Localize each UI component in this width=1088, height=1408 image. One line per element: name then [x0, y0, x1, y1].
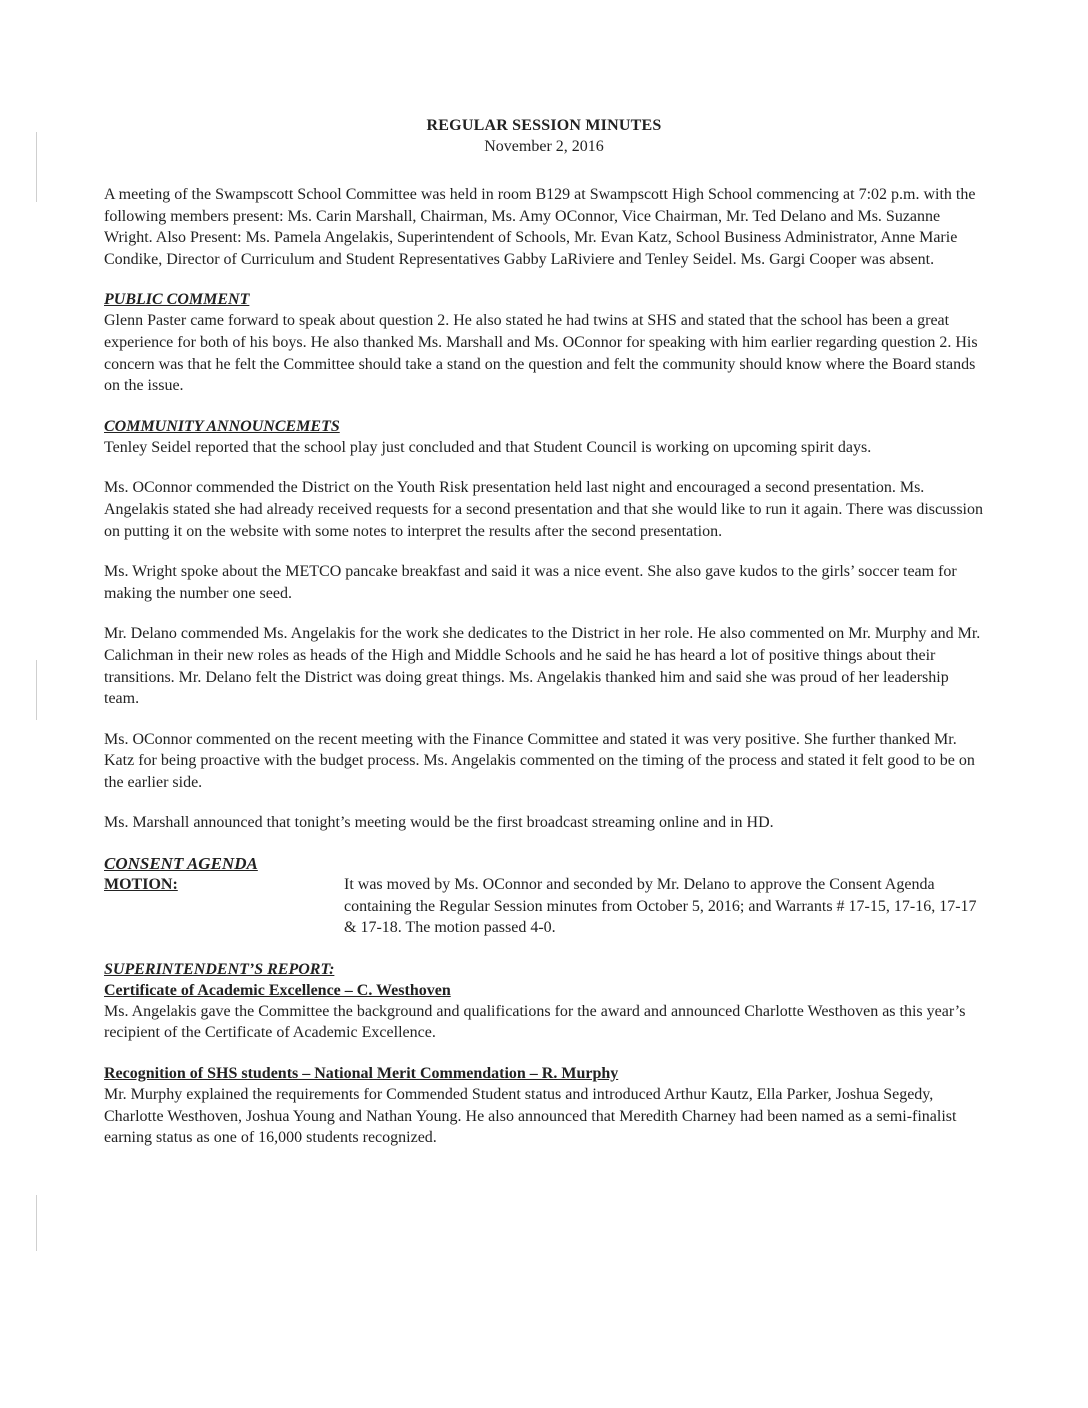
consent-agenda-heading: CONSENT AGENDA: [104, 854, 258, 874]
report-item-heading: Certificate of Academic Excellence – C. Westhoven: [104, 981, 451, 999]
motion-row: [104, 874, 984, 939]
community-paragraph: Ms. Wright spoke about the METCO pancake breakfast and said it was a nice event. She also gave kudos to the girls’ soccer team for making the number one seed.: [104, 563, 957, 602]
report-item-text: Mr. Murphy explained the requirements for Commended Student status and introduced Arthur Kautz, Ella Parker, Joshua Segedy, Charlotte Westhoven, Joshua Young and Nathan Young. He also announced that Meredith Charney had been named as a semi-finalist earning status as one of 16,000 students recognized.: [104, 1086, 957, 1147]
community-paragraph: Mr. Delano commended Ms. Angelakis for the work she dedicates to the District in her role. He also commented on Mr. Murphy and Mr. Calichman in their new roles as heads of the High and Middle Schools and he said he has heard a lot of positive things about their transitions. Mr. Delano felt the District was doing great things. Ms. Angelakis thanked him and said she was proud of her leadership team.: [104, 625, 981, 708]
intro-paragraph: A meeting of the Swampscott School Committee was held in room B129 at Swampscott High School commencing at 7:02 p.m. with the following members present: Ms. Carin Marshall, Chairman, Ms. Amy OConnor, Vice Chairman, Mr. Ted Delano and Ms. Suzanne Wright. Also Present: Ms. Pamela Angelakis, Superintendent of Schools, Mr. Evan Katz, School Business Administrator, Anne Marie Condike, Director of Curriculum and Student Representatives Gabby LaRiviere and Tenley Seidel. Ms. Gargi Cooper was absent.: [104, 186, 976, 268]
community-paragraph: Tenley Seidel reported that the school play just concluded and that Student Council is working on upcoming spirit days.: [104, 438, 872, 456]
motion-text: It was moved by Ms. OConnor and seconded by Mr. Delano to approve the Consent Agenda containing the Regular Session minutes from October 5, 2016; and Warrants # 17-15, 17-16, 17-17 & 17-18. The motion passed 4-0.: [344, 876, 977, 937]
public-comment-paragraph: Glenn Paster came forward to speak about question 2. He also stated he had twins at SHS and stated that the school has been a great experience for both of his boys. He also thanked Ms. Marshall and Ms. OConnor for speaking with him earlier regarding question 2. His concern was that he felt the Committee should take a stand on the question and felt the community should know where the Board stands on the issue.: [104, 312, 978, 395]
motion-label: MOTION:: [104, 876, 178, 894]
scan-artifact: [36, 1195, 37, 1251]
community-paragraph: Ms. OConnor commended the District on the Youth Risk presentation held last night and encouraged a second presentation. Ms. Angelakis stated she had already received requests for a second presentation and that she would like to run it again. There was discussion on putting it on the website with some notes to interpret the results after the second presentation.: [104, 479, 983, 540]
report-item-heading: Recognition of SHS students – National Merit Commendation – R. Murphy: [104, 1065, 619, 1083]
community-announcements-heading: COMMUNITY ANNOUNCEMETS: [104, 417, 340, 435]
public-comment-heading: PUBLIC COMMENT: [104, 291, 250, 309]
document-date: November 2, 2016: [484, 138, 604, 155]
document-title: REGULAR SESSION MINUTES: [426, 117, 662, 134]
scan-artifact: [36, 660, 37, 720]
superintendent-report-heading: SUPERINTENDENT’S REPORT:: [104, 960, 335, 978]
title-block: [0, 116, 1088, 158]
report-item-text: Ms. Angelakis gave the Committee the background and qualifications for the award and announced Charlotte Westhoven as this year’s recipient of the Certificate of Academic Excellence.: [104, 1002, 966, 1042]
community-paragraph: Ms. Marshall announced that tonight’s meeting would be the first broadcast streaming online and in HD.: [104, 814, 774, 832]
minutes-body: [104, 184, 984, 1168]
community-paragraph: Ms. OConnor commented on the recent meeting with the Finance Committee and stated it was very positive. She further thanked Mr. Katz for being proactive with the budget process. Ms. Angelakis commented on the timing of the process and stated it felt good to be on the earlier side.: [104, 730, 975, 791]
